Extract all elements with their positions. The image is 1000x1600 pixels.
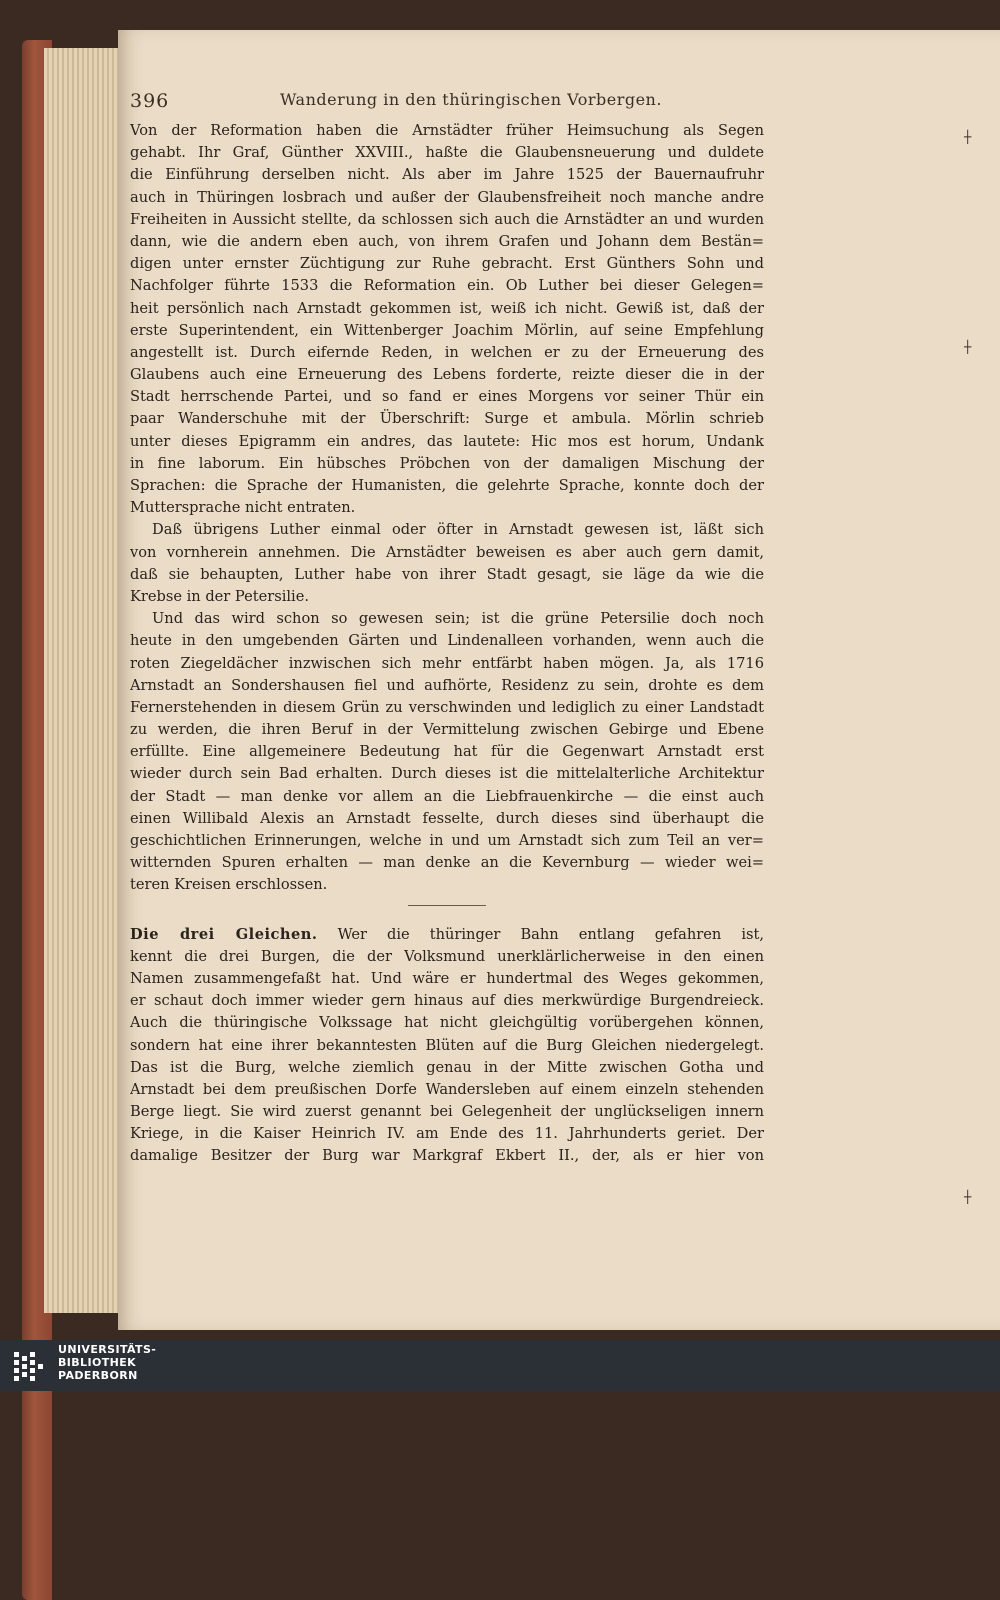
text-line: in fine laborum. Ein hübsches Pröbchen von der damaligen Mischung der (130, 454, 764, 472)
text-line: zu werden, die ihren Beruf in der Vermittelung zwischen Gebirge und Ebene (130, 721, 764, 739)
running-head (130, 90, 760, 112)
text-line: damalige Besitzer der Burg war Markgraf Ekbert II., der, als er hier von (130, 1147, 764, 1165)
library-footer (0, 1340, 1000, 1391)
text-line: wieder durch sein Bad erhalten. Durch dieses ist die mittelalterliche Architektur (130, 765, 764, 783)
text-line: auch in Thüringen losbrach und außer der Glaubensfreiheit noch manche andre (130, 188, 764, 206)
text-line: er schaut doch immer wieder gern hinaus auf dies merkwürdige Burgendreieck. (130, 992, 764, 1010)
text-line: witternden Spuren erhalten — man denke an die Kevernburg — wieder wei= (130, 854, 764, 872)
text-line: dann, wie die andern eben auch, von ihrem Grafen und Johann dem Bestän= (130, 232, 764, 250)
text-line: gehabt. Ihr Graf, Günther XXVIII., haßte die Glaubensneuerung und duldete (130, 144, 764, 162)
text-line: Das ist die Burg, welche ziemlich genau in der Mitte zwischen Gotha und (130, 1058, 764, 1076)
text-line: Glaubens auch eine Erneuerung des Lebens forderte, reizte dieser die in der (130, 366, 764, 384)
section-divider (408, 905, 486, 906)
text-line: Sprachen: die Sprache der Humanisten, die gelehrte Sprache, konnte doch der (130, 477, 764, 494)
text-line: einen Willibald Alexis an Arnstadt fesselte, durch dieses sind überhaupt die (130, 809, 764, 827)
text-line: Stadt herrschende Partei, und so fand er eines Morgens vor seiner Thür ein (130, 388, 764, 406)
running-title: Wanderung in den thüringischen Vorbergen. (280, 90, 662, 109)
text-line: Krebse in der Petersilie. (130, 587, 309, 605)
text-line: Namen zusammengefaßt hat. Und wäre er hundertmal des Weges gekommen, (130, 969, 764, 987)
text-line: digen unter ernster Züchtigung zur Ruhe gebracht. Erst Günthers Sohn und (130, 255, 764, 273)
crop-mark-icon: ┼ (964, 340, 972, 354)
body-text (130, 120, 764, 1168)
text-line: Muttersprache nicht entraten. (130, 499, 356, 517)
text-line: erfüllte. Eine allgemeinere Bedeutung hat für die Gegenwart Arnstadt erst (130, 743, 764, 761)
text-line: teren Kreisen erschlossen. (130, 876, 328, 894)
library-line-3: PADERBORN (58, 1369, 138, 1382)
text-line: Und das wird schon so gewesen sein; ist die grüne Petersilie doch noch (152, 610, 764, 628)
text-line: Arnstadt an Sondershausen fiel und aufhörte, Residenz zu sein, drohte es dem (130, 676, 764, 694)
crop-mark-icon: ┼ (964, 1190, 972, 1204)
text-line: Von der Reformation haben die Arnstädter früher Heimsuchung als Segen (130, 122, 764, 139)
text-line: Fernerstehenden in diesem Grün zu verschwinden und lediglich zu einer Landstadt (130, 698, 764, 716)
crop-mark-icon: ┼ (964, 130, 972, 144)
text-line: angestellt ist. Durch eifernde Reden, in welchen er zu der Erneuerung des (130, 343, 764, 361)
text-line: der Stadt — man denke vor allem an die Liebfrauenkirche — die einst auch (130, 787, 764, 805)
text-line: roten Ziegeldächer inzwischen sich mehr entfärbt haben mögen. Ja, als 1716 (130, 654, 764, 672)
text-line: kennt die drei Burgen, die der Volksmund unerklärlicherweise in den einen (130, 947, 764, 965)
text-line: unter dieses Epigramm ein andres, das lautete: Hic mos est horum, Undank (130, 432, 764, 450)
text-line: Freiheiten in Aussicht stellte, da schlossen sich auch die Arnstädter an und wurden (130, 210, 764, 228)
university-library-logo-icon (10, 1346, 50, 1386)
text-line: Auch die thüringische Volkssage hat nicht gleichgültig vorübergehen können, (130, 1014, 764, 1032)
text-line: die Einführung derselben nicht. Als aber im Jahre 1525 der Bauernaufruhr (130, 166, 764, 184)
text-line: heit persönlich nach Arnstadt gekommen ist, weiß ich nicht. Gewiß ist, daß der (130, 299, 764, 317)
library-line-2: BIBLIOTHEK (58, 1356, 137, 1369)
text-line: Berge liegt. Sie wird zuerst genannt bei Gelegenheit der unglückseligen innern (130, 1103, 764, 1121)
page-number: 396 (130, 90, 170, 112)
section-first-line (130, 924, 764, 946)
text-line: heute in den umgebenden Gärten und Lindenalleen vorhanden, wenn auch die (130, 632, 764, 650)
text-line: Arnstadt bei dem preußischen Dorfe Wandersleben auf einem einzeln stehenden (130, 1080, 764, 1098)
text-line: daß sie behaupten, Luther habe von ihrer Stadt gesagt, sie läge da wie die (130, 565, 764, 583)
text-line: paar Wanderschuhe mit der Überschrift: Surge et ambula. Mörlin schrieb (130, 410, 764, 428)
text-line: sondern hat eine ihrer bekanntesten Blüten auf die Burg Gleichen niedergelegt. (130, 1036, 764, 1054)
section-first-line-text: Wer die thüringer Bahn entlang gefahren ist, (337, 925, 764, 943)
text-line: Nachfolger führte 1533 die Reformation ein. Ob Luther bei dieser Gelegen= (130, 277, 764, 295)
section-heading: Die drei Gleichen. (130, 925, 318, 943)
library-name (58, 1343, 156, 1382)
text-line: von vornherein annehmen. Die Arnstädter beweisen es aber auch gern damit, (130, 543, 764, 561)
text-line: Kriege, in die Kaiser Heinrich IV. am Ende des 11. Jahrhunderts geriet. Der (130, 1125, 764, 1143)
text-line: erste Superintendent, ein Wittenberger Joachim Mörlin, auf seine Empfehlung (130, 321, 764, 339)
text-line: geschichtlichen Erinnerungen, welche in und um Arnstadt sich zum Teil an ver= (130, 832, 764, 849)
text-line: Daß übrigens Luther einmal oder öfter in Arnstadt gewesen ist, läßt sich (152, 521, 764, 539)
library-line-1: UNIVERSITÄTS- (58, 1343, 157, 1356)
